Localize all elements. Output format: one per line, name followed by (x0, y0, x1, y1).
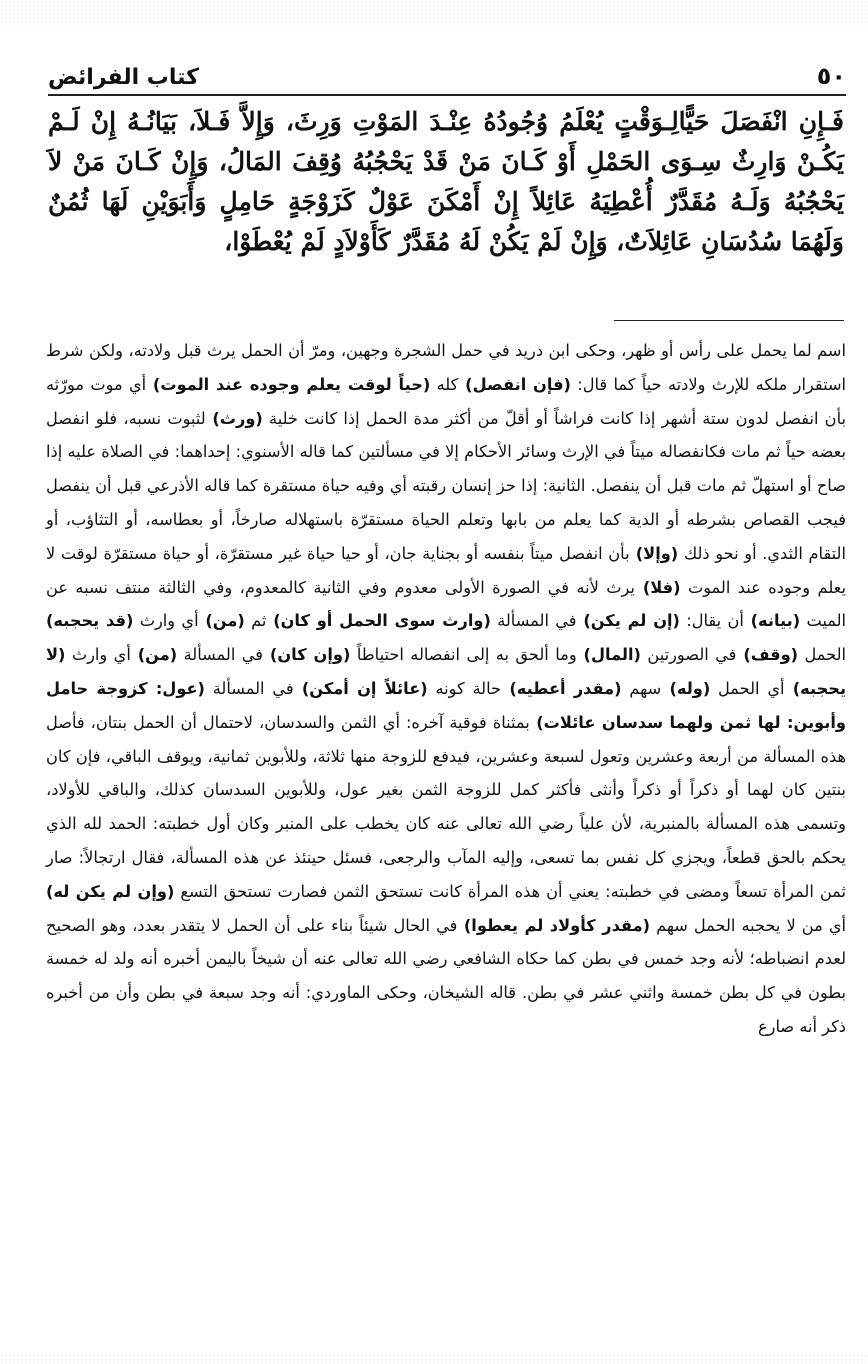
commentary-segment: في المسألة (204, 678, 294, 698)
quoted-matn-segment: (وإن لم يكن له) (46, 881, 175, 901)
quoted-matn-segment: (وإن كان) (263, 645, 351, 665)
quoted-matn-segment: (عول: كزوجة حامل وأبوين: لها ثمن ولهما سدسان عائلات) (46, 678, 846, 732)
commentary-segment: في الصورتين (640, 645, 737, 665)
quoted-matn-segment: (مقدر أعطيه) (501, 678, 622, 698)
quoted-matn-segment: (من) (130, 645, 178, 665)
commentary-segment: أي الحمل (710, 678, 785, 698)
quoted-matn-segment: (بيانه) (743, 611, 801, 631)
quoted-matn-segment: (وقف) (736, 645, 799, 665)
quoted-matn-segment: (من) (198, 611, 245, 631)
commentary-segment: وما ألحق به إلى انفصاله احتياطاً (350, 645, 577, 665)
commentary-segment: في المسألة (490, 611, 577, 631)
quoted-matn-segment: (وارث سوى الحمل أو كان) (266, 611, 491, 631)
commentary-segment: في الحال شيئاً بناء على أن الحمل لا يتقدر بعدد، وهو الصحيح لعدم انضباطه؛ لأنه وجد خمس في بطن كما حكاه الشافعي رضي الله تعالى عنه أن شيخاً باليمن أخبره أنه ولد له خمسة بطون في كل بطن خمسة واثني عشر في بطن. قاله الشيخان، وحكى الماوردي: أنه وجد سبعة في بطن وأن من أخبره ذكر أنه صارع (46, 915, 846, 1036)
scan-noise-bottom (0, 1354, 868, 1364)
commentary-segment: حالة كونه (427, 678, 502, 698)
quoted-matn-segment: (فإن انفصل) (458, 374, 571, 394)
commentary-segment: الحمل (798, 645, 846, 665)
commentary-segment: أي من لا يحجبه الحمل سهم (650, 915, 846, 935)
commentary-segment: لثبوت نسبه، فلو انفصل بعضه حياً ثم مات فكانفصاله ميتاً في الإرث وسائر الأحكام إلا في مسألتين كما قاله الأسنوي: إحداهما: في الصلاة عليه إذا صاح أو استهلّ ثم مات قبل أن ينفصل. الثانية: إذا حز إنسان رقبته أي وفيه حياة مستقرة كما قاله الأذرعي قبل أن ينفصل فيجب القصاص بشرطه أو الدية كما يعلم من بابها وتعلم الحياة مستقرّة باستهلاله صارخاً، أو بعطاسه، أو التثاؤب، أو التقام الثدي. أو نحو ذلك (46, 408, 846, 563)
commentary-segment: كله (430, 374, 459, 394)
commentary-text (46, 334, 846, 1044)
quoted-matn-segment: (وله) (661, 678, 711, 698)
commentary-segment: ثم (244, 611, 267, 631)
quoted-matn-segment: (عائلاً إن أمكن) (293, 678, 428, 698)
quoted-matn-segment: (ورث) (205, 408, 263, 428)
quoted-matn-segment: (المال) (576, 645, 641, 665)
commentary-segment: أي موت مورّثه بأن انفصل لدون ستة أشهر إذا كانت فراشاً أو أقلّ من أكثر مدة الحمل إذا كانت خلية (46, 374, 847, 428)
footnote-separator (614, 320, 844, 321)
commentary-segment: في المسألة (177, 645, 264, 665)
commentary-segment: أي وارث (133, 611, 199, 631)
quoted-matn-segment: (حياً لوقت يعلم وجوده عند الموت) (146, 374, 431, 394)
main-text-paragraph: فَـإِنِ انْفَصَلَ حَيًّالِـوَقْتٍ يُعْلَمُ وُجُودُهُ عِنْـدَ المَوْتِ وَرِثَ، وَإِلاَّ فَـلاَ، بَيَانُـهُ إِنْ لَـمْ يَكُـنْ وَارِثٌ سِـوَى الحَمْلِ أَوْ كَـانَ مَنْ قَدْ يَحْجُبُهُ وُقِفَ المَالُ، وَإِنْ كَـانَ مَنْ لاَ يَحْجُبُهُ وَلَـهُ مُقَدَّرٌ أُعْطِيَهُ عَائِلاً إِنْ أَمْكَنَ عَوْلٌ كَزَوْجَةٍ حَامِلٍ وَأَبَوَيْنِ لَهَا ثُمُنٌ وَلَهُمَا سُدُسَانِ عَائِلاَتٌ، وَإِنْ لَمْ يَكُنْ لَهُ مُقَدَّرٌ كَأَوْلاَدٍ لَمْ يُعْطَوْا، (48, 107, 844, 256)
page-header (48, 50, 846, 96)
commentary-segment: أن يقال: (679, 611, 744, 631)
main-text (48, 102, 844, 262)
commentary-segment: سهم (621, 678, 662, 698)
quoted-matn-segment: (وإلا) (629, 543, 679, 563)
quoted-matn-segment: (إن لم يكن) (576, 611, 680, 631)
quoted-matn-segment: (مقدر كأولاد لم يعطوا) (457, 915, 651, 935)
commentary-paragraph (46, 334, 846, 1044)
quoted-matn-segment: (فلا) (634, 577, 681, 597)
quoted-matn-segment: (لا يحجبه) (46, 645, 847, 698)
page-number: ٥٠ (816, 62, 846, 90)
scan-noise-top (0, 0, 868, 26)
commentary-segment: بأن انفصل ميتاً بنفسه أو بجناية جان، أو حيا حياة غير مستقرّة، أو حياة مستقرّة لوقت لا يعلم وجوده عند الموت (46, 543, 846, 597)
running-title: كتاب الفرائض (48, 65, 199, 90)
commentary-segment: بمثناة فوقية آخره: أي الثمن والسدسان، لاحتمال أن الحمل بنتان، فأصل هذه المسألة من أربعة وعشرين وتعول لسبعة وعشرين، فيدفع للزوجة منها ثلاثة، وللأبوين ثمانية، ويوقف الباقي، فإن كان بنتين كان لهما أو ذكراً أو ذكراً وأنثى فأكثر كمل للزوجة الثمن بغير عول، وللأبوين السدسان كذلك، والباقي للأولاد، وتسمى هذه المسألة بالمنبرية، لأن علياً رضي الله تعالى عنه كان يخطب على المنبر وكان أول خطبته: الحمد لله الذي يحكم بالحق قطعاً، ويجزي كل نفس بما تسعى، وإليه المآب والرجعى، فسئل حينئذ عن هذه المسألة، فقال ارتجالاً: صار ثمن المرأة تسعاً ومضى في خطبته: يعني أن هذه المرأة كانت تستحق الثمن فصارت تستحق التسع (46, 712, 847, 901)
quoted-matn-segment: (قد يحجبه) (46, 611, 134, 631)
commentary-segment: أي وارث (65, 645, 131, 665)
commentary-segment: يرث لأنه في الصورة الأولى معدوم وفي الثانية كالمعدوم، وفي الثالثة منتف نسبه عن الميت (46, 577, 847, 631)
commentary-segment: اسم لما يحمل على رأس أو ظهر، وحكى ابن دريد في حمل الشجرة وجهين، ومرّ أن الحمل يرث قبل ولادته، ولكن شرط استقرار ملكه للإرث ولادته حياً كما قال: (46, 341, 847, 394)
